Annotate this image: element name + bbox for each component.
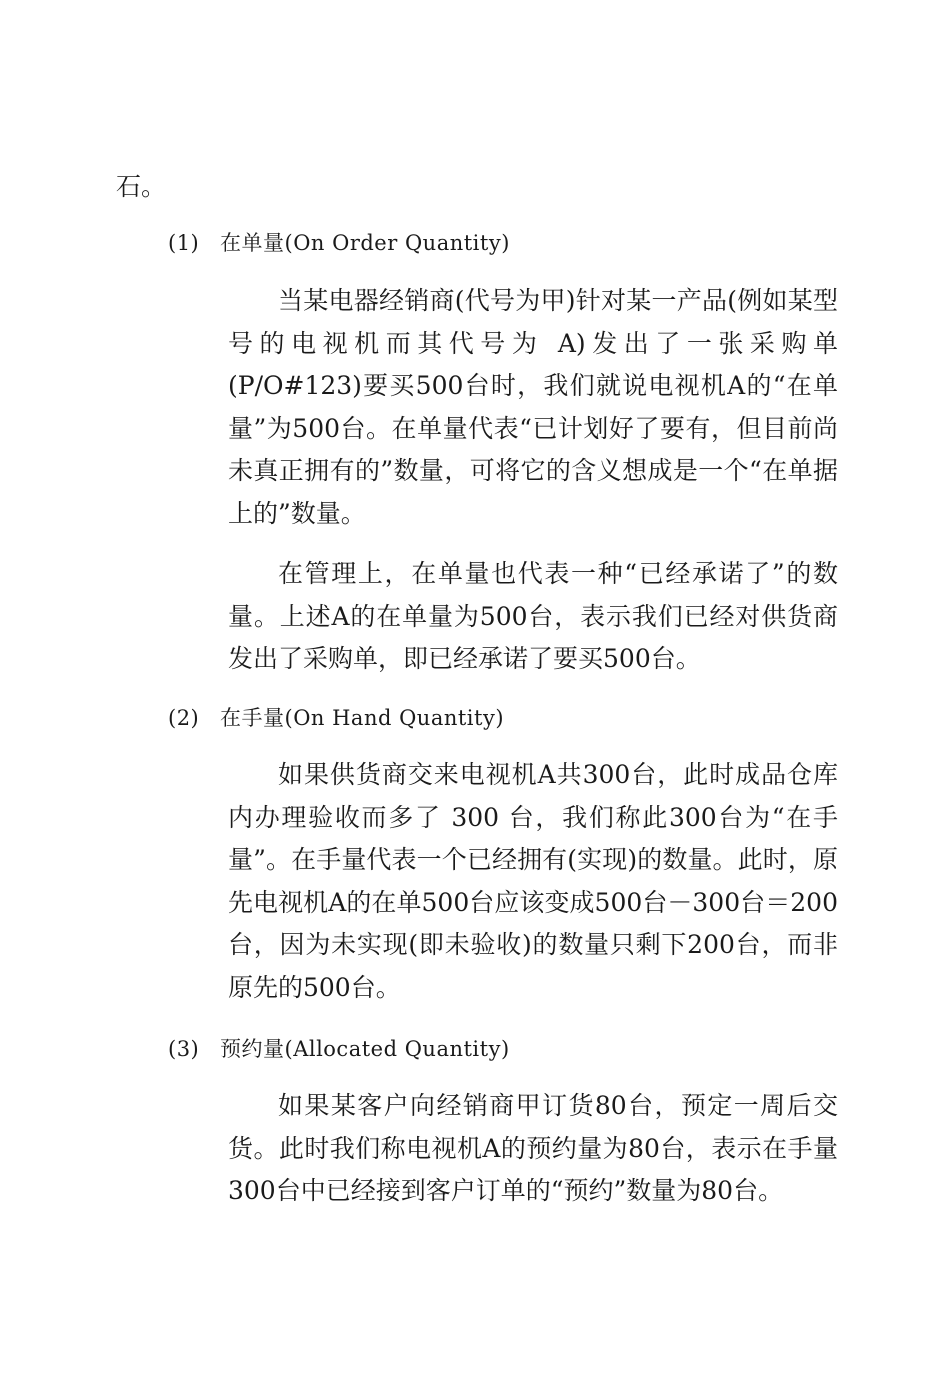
section-3-title: 预约量(Allocated Quantity) [220, 1037, 510, 1061]
section-2-number: (2) [168, 706, 200, 730]
section-1-paragraph-2: 在管理上，在单量也代表一种“已经承诺了”的数量。上述A的在单量为500台，表示我们已经对供货商发出了采购单，即已经承诺了要买500台。 [228, 559, 838, 673]
section-1-number: (1) [168, 231, 200, 255]
section-2-paragraph-1: 如果供货商交来电视机A共300台，此时成品仓库内办理验收而多了 300 台，我们称此300台为“在手量”。在手量代表一个已经拥有(实现)的数量。此时，原先电视机A的在单500台应该变成500台－300台＝200台，因为未实现(即未验收)的数量只剩下200台，而非原先的500台。 [228, 760, 838, 1002]
section-3-number: (3) [168, 1037, 200, 1061]
section-3-paragraph-1: 如果某客户向经销商甲订货80台，预定一周后交货。此时我们称电视机A的预约量为80台，表示在手量300台中已经接到客户订单的“预约”数量为80台。 [228, 1091, 838, 1205]
section-1-title: 在单量(On Order Quantity) [220, 231, 510, 255]
section-2-title: 在手量(On Hand Quantity) [220, 706, 505, 730]
section-1-heading [168, 229, 510, 257]
section-1-paragraph-1: 当某电器经销商(代号为甲)针对某一产品(例如某型号的电视机而其代号为 A)发出了一张采购单(P/O#123)要买500台时，我们就说电视机A的“在单量”为500台。在单量代表“已计划好了要有，但目前尚未真正拥有的”数量，可将它的含义想成是一个“在单据上的”数量。 [228, 286, 838, 528]
lead-text: 石。 [116, 172, 167, 201]
section-2-heading [168, 704, 504, 732]
section-3-heading [168, 1035, 510, 1063]
